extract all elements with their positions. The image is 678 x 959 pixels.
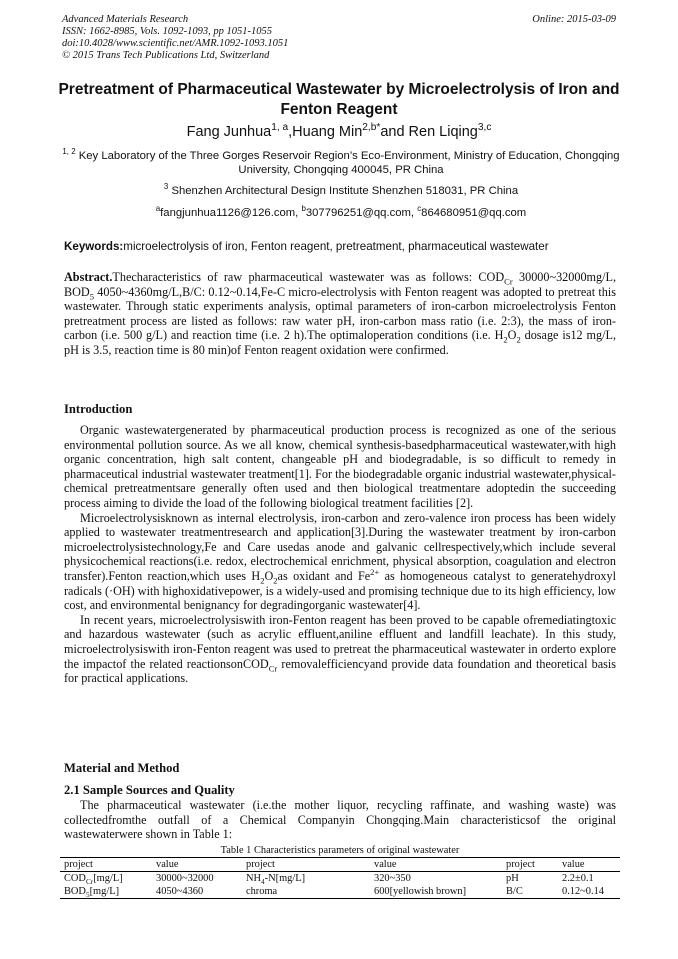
abstract (64, 270, 616, 358)
intro-p2-a: Microelectrolysisknown as internal electrolysis, iron-carbon and zero-valence iron process has been widely applied to wastewater treatmentresearch and application[3].During the wastewater treatment by iron-carbon microelectrolysistechnology,Fe and Care usedas anode and galvanic cellrespectively,which include several physicochemical reactions(i.e. redox, electrochemical enrichment, physical absorption, coagulation and electron transfer).Fenton reaction,which uses H (64, 510, 616, 583)
email-b[interactable]: 307796251@qq.com, (305, 207, 418, 219)
journal-header (62, 14, 288, 62)
table-row (60, 872, 620, 886)
email-b-sup: b (301, 204, 306, 214)
journal-name: Advanced Materials Research (62, 14, 189, 25)
table-header-cell: value (370, 858, 502, 872)
online-date: Online: 2015-03-09 (532, 14, 616, 25)
intro-p2-sub-1: 2 (260, 575, 265, 586)
email-a[interactable]: fangjunhua1126@126.com, (160, 207, 302, 219)
affiliation-2-text: Shenzhen Architectural Design Institute Shenzhen 518031, PR China (171, 185, 519, 197)
table-row (60, 885, 620, 899)
keywords (64, 240, 620, 253)
email-a-sup: a (155, 204, 161, 214)
abstract-text-3: 4050~4360mg/L,B/C: 0.12~0.14,Fe-C micro-electrolysis with Fenton reagent was adopted to pretreat this wastewater. Through static experiments analysis, optimal parameters of iron-carbon microelectrolysis Fenton pretreatment process are listed as follows: raw water pH, iron-carbon mass ratio (i.e. 2:3), the mass of iron-carbon (i.e. 500 g/L) and reaction time (i.e. 2 h).The optimaloperation conditions (i.e. H (64, 284, 616, 343)
table-caption: Table 1 Characteristics parameters of original wastewater (220, 845, 460, 856)
table-header-cell: project (60, 858, 152, 872)
intro-p2-sup: 2+ (370, 566, 380, 577)
table-cell: 600[yellowish brown] (370, 885, 502, 899)
author-line (40, 124, 638, 140)
abstract-sub-1: Cr (504, 276, 513, 287)
table-cell: 0.12~0.14 (558, 885, 620, 899)
email-c-sup: c (417, 204, 422, 214)
section-2-1-paragraph: The pharmaceutical wastewater (i.e.the mother liquor, recycling raffinate, and washing waste) was collectedfromthe outfall of a Chemical Companyin Chongqing.Main characteristicsof the original wastewaterwere shown in Table 1: (64, 798, 616, 842)
intro-p2-sub-2: 2 (273, 575, 278, 586)
author-1-sup: 1, a (271, 122, 289, 134)
author-separator: , (288, 124, 293, 140)
table-cell: 30000~32000 (156, 873, 214, 884)
abstract-text-1: Thecharacteristics of raw pharmaceutical wastewater was as follows: COD (112, 270, 505, 284)
doi-line: doi:10.4028/www.scientific.net/AMR.1092-1093.1051 (62, 38, 289, 49)
table-header-cell: value (152, 858, 242, 872)
abstract-text-4: O (507, 328, 517, 343)
abstract-sub-3: 2 (503, 334, 508, 345)
affiliation-1 (58, 149, 624, 177)
abstract-label: Abstract. (64, 270, 113, 284)
table-header-row (60, 858, 620, 872)
introduction-body (64, 423, 616, 686)
intro-paragraph-1: Organic wastewatergenerated by pharmaceutical production process is recognized as one of the serious environmental pollution source. As we all know, chemical synthesis-basedpharmaceutical wastewater,with high organic concentration, high salt content, changeable pH and biodegradable, is so difficult to remedy in pharmaceutical industrial wastewater treatment[1]. For the biodegradable organic industrial wastewater,physical-chemical pretreatmentsare generally often used and then biological treatmentare adoptedin the succeeding process aiming to divide the load of the following biological treatment facilities [2]. (64, 423, 616, 510)
table-cell: pH (506, 873, 519, 884)
intro-p2-b: O (264, 568, 274, 583)
characteristics-table (60, 857, 620, 899)
material-method-heading: Material and Method (64, 761, 180, 775)
abstract-sub-4: 2 (516, 334, 521, 345)
affiliation-1-sup: 1, 2 (62, 147, 76, 157)
table-cell: 4050~4360 (152, 885, 242, 899)
table-cell: $COD_{Cr}[mg/L]$ (64, 873, 123, 887)
table-cell: B/C (502, 885, 558, 899)
section-2-1-body (64, 798, 616, 842)
intro-paragraph-3 (64, 613, 616, 686)
abstract-text-5: dosage is12 mg/L, pH is 3.5, reaction time is 80 min)of Fenton reagent oxidation were confirmed. (64, 328, 616, 357)
affiliation-1-text: Key Laboratory of the Three Gorges Reservoir Region’s Eco-Environment, Ministry of Education, Chongqing University, Chongqing 400045, PR China (78, 150, 620, 176)
issn-line: ISSN: 1662-8985, Vols. 1092-1093, pp 1051-1055 (62, 26, 272, 37)
table-header-cell: project (242, 858, 370, 872)
abstract-text-2: 30000~32000mg/L, BOD (64, 270, 616, 299)
table-header-cell: value (558, 858, 620, 872)
copyright-line: © 2015 Trans Tech Publications Ltd, Switzerland (62, 50, 270, 61)
author-3: and Ren Liqing (380, 124, 478, 140)
table-header-cell: project (502, 858, 558, 872)
email-c[interactable]: 864680951@qq.com (421, 207, 527, 219)
intro-p2-d: as homogeneous catalyst to generatehydroxyl radicals (·OH) with highoxidativepower, is a widely-used and promising technique due to its high efficiency, low cost, and environmental benignancy for degradingorganic wastewater[4]. (64, 568, 616, 613)
introduction-heading: Introduction (64, 402, 133, 416)
intro-p3-b: removalefficiencyand provide data foundation and theoretical basis for practical applications. (64, 656, 616, 686)
intro-paragraph-2 (64, 511, 616, 613)
affiliation-2 (58, 184, 624, 198)
abstract-sub-2: 5 (89, 291, 94, 302)
table-cell: 320~350 (374, 873, 411, 884)
table-cell: $NH_4-N[mg/L]$ (246, 873, 306, 887)
author-2: Huang Min (292, 124, 363, 140)
author-1: Fang Junhua (186, 124, 272, 140)
author-3-sup: 3,c (477, 122, 492, 134)
author-2-sup: 2,b* (362, 122, 381, 134)
table-cell: chroma (242, 885, 370, 899)
keywords-label: Keywords: (64, 240, 124, 253)
keywords-text: microelectrolysis of iron, Fenton reagent, pretreatment, pharmaceutical wastewater (123, 240, 549, 253)
section-2-1-heading: 2.1 Sample Sources and Quality (64, 783, 235, 797)
paper-title: Pretreatment of Pharmaceutical Wastewater by Microelectrolysis of Iron and Fenton Reagent (58, 81, 620, 118)
affiliation-2-sup: 3 (163, 182, 169, 192)
table-cell: 2.2±0.1 (562, 873, 594, 884)
intro-p3-a: In recent years, microelectrolysiswith iron-Fenton reagent has been proved to be capable ofremediatingtoxic and hazardous wastewater (such as acrylic effluent,aniline effluent and landfill leachate). In this study, microelectrolysiswith iron-Fenton reagent was used to pretreat the pharmaceutical wastewater in orderto explore the impactof the related reactionsonCOD (64, 612, 616, 671)
intro-p2-c: as oxidant and Fe (277, 568, 371, 583)
intro-p3-sub: Cr (268, 662, 278, 673)
table-cell: $BOD_5[mg/L]$ (60, 885, 152, 899)
email-line (58, 206, 624, 220)
